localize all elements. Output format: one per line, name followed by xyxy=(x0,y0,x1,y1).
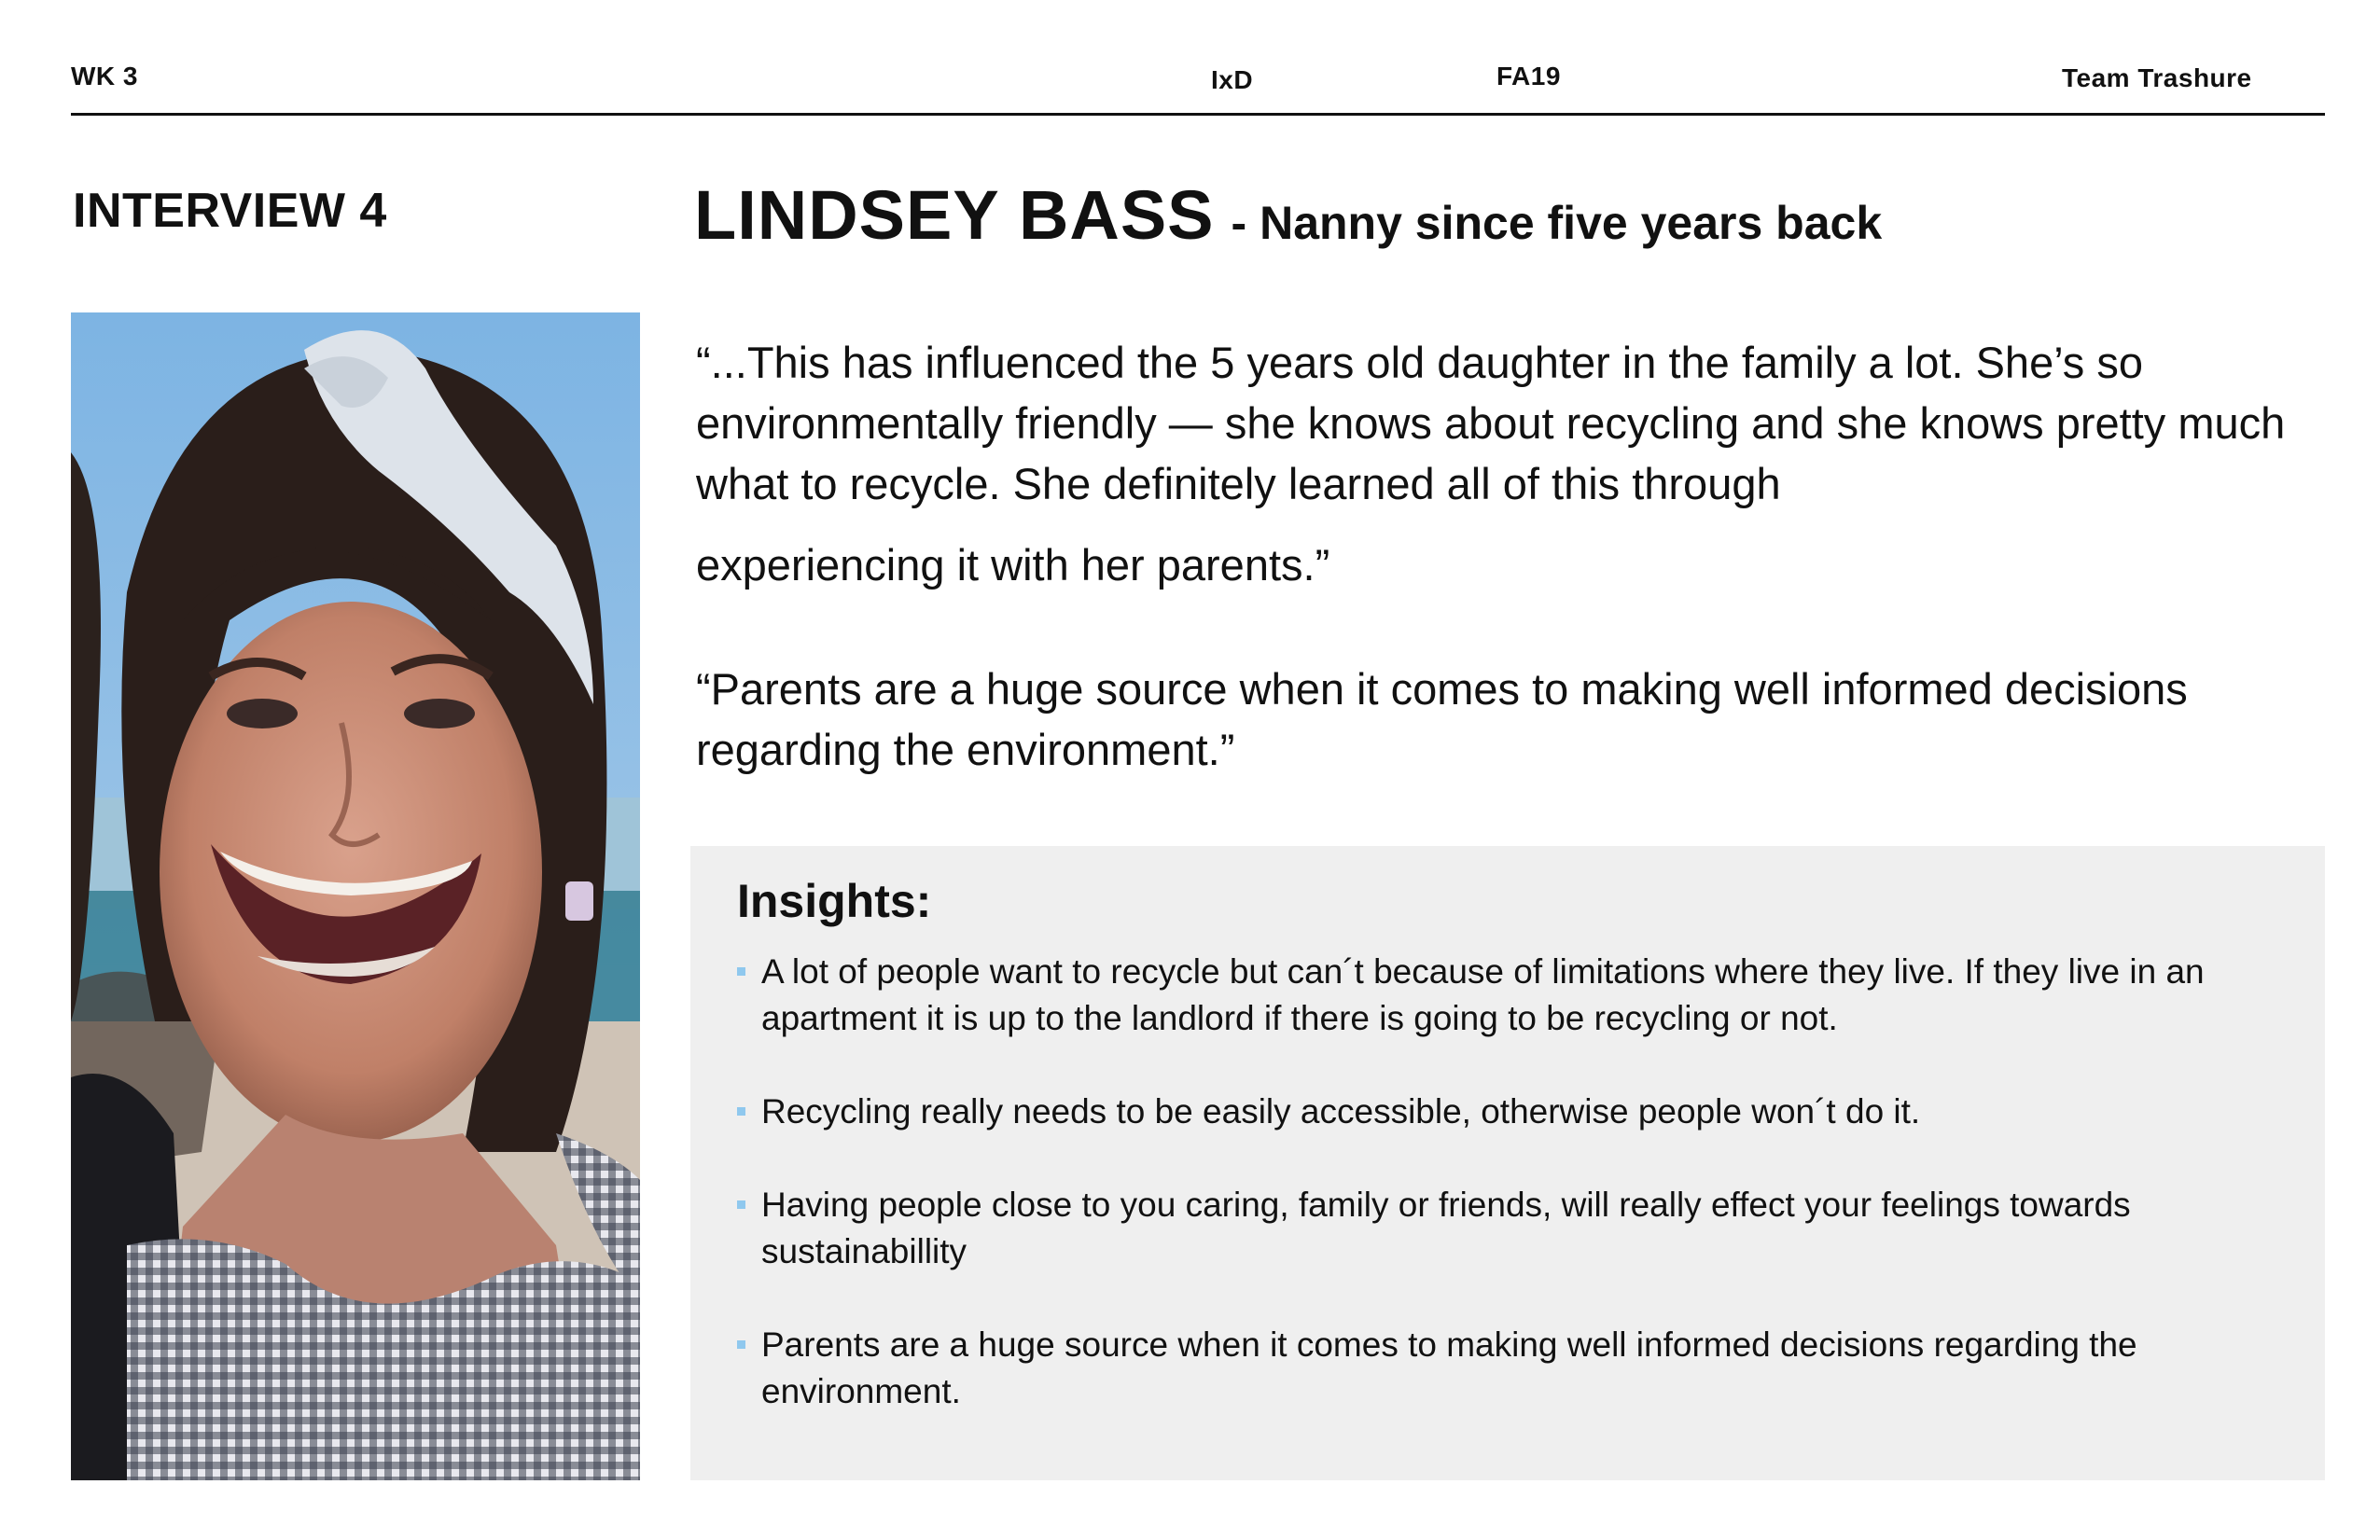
bullet-icon xyxy=(737,967,745,976)
portrait-photo-icon xyxy=(71,312,640,1480)
interviewee-photo xyxy=(71,312,640,1480)
interviewee-name: LINDSEY BASS xyxy=(694,176,1215,254)
bullet-icon xyxy=(737,1107,745,1116)
bullet-icon xyxy=(737,1340,745,1349)
insight-item xyxy=(737,1182,2304,1275)
week-label: WK 3 xyxy=(71,62,138,90)
insight-text: Recycling really needs to be easily accessible, otherwise people won´t do it. xyxy=(761,1092,1921,1131)
quote-1 xyxy=(696,332,2338,595)
insights-list xyxy=(737,949,2304,1462)
interview-number: INTERVIEW 4 xyxy=(73,184,387,238)
insight-item xyxy=(737,1322,2304,1415)
team-label: Team Trashure xyxy=(2062,63,2252,92)
term-label: FA19 xyxy=(1496,62,1561,90)
insights-panel xyxy=(690,846,2325,1480)
course-label: IxD xyxy=(1211,65,1254,94)
insight-text: A lot of people want to recycle but can´t because of limitations where they live. If they live in an apartment it is up to the landlord if there is going to be recycling or not. xyxy=(761,952,2205,1037)
quote-2-text: “Parents are a huge source when it comes to making well informed decisions regarding the environment.” xyxy=(696,664,2188,774)
interviewee-role: - Nanny since five years back xyxy=(1231,197,1883,249)
insight-text: Having people close to you caring, family or friends, will really effect your feelings towards sustainabillity xyxy=(761,1186,2131,1270)
insight-text: Parents are a huge source when it comes to making well informed decisions regarding the environment. xyxy=(761,1325,2137,1410)
bullet-icon xyxy=(737,1200,745,1209)
insight-item xyxy=(737,949,2304,1042)
quote-1-text: “...This has influenced the 5 years old daughter in the family a lot. She’s so environmentally friendly — she knows about recycling and she knows pretty much what to recycle. She definitely learned all of this through xyxy=(696,338,2286,508)
interviewee-heading xyxy=(694,175,1882,255)
quote-2 xyxy=(696,659,2338,780)
quote-1-last-line: experiencing it with her parents.” xyxy=(696,540,1330,590)
header-divider xyxy=(71,113,2325,116)
insights-title: Insights: xyxy=(737,875,932,927)
insight-item xyxy=(737,1089,2304,1135)
